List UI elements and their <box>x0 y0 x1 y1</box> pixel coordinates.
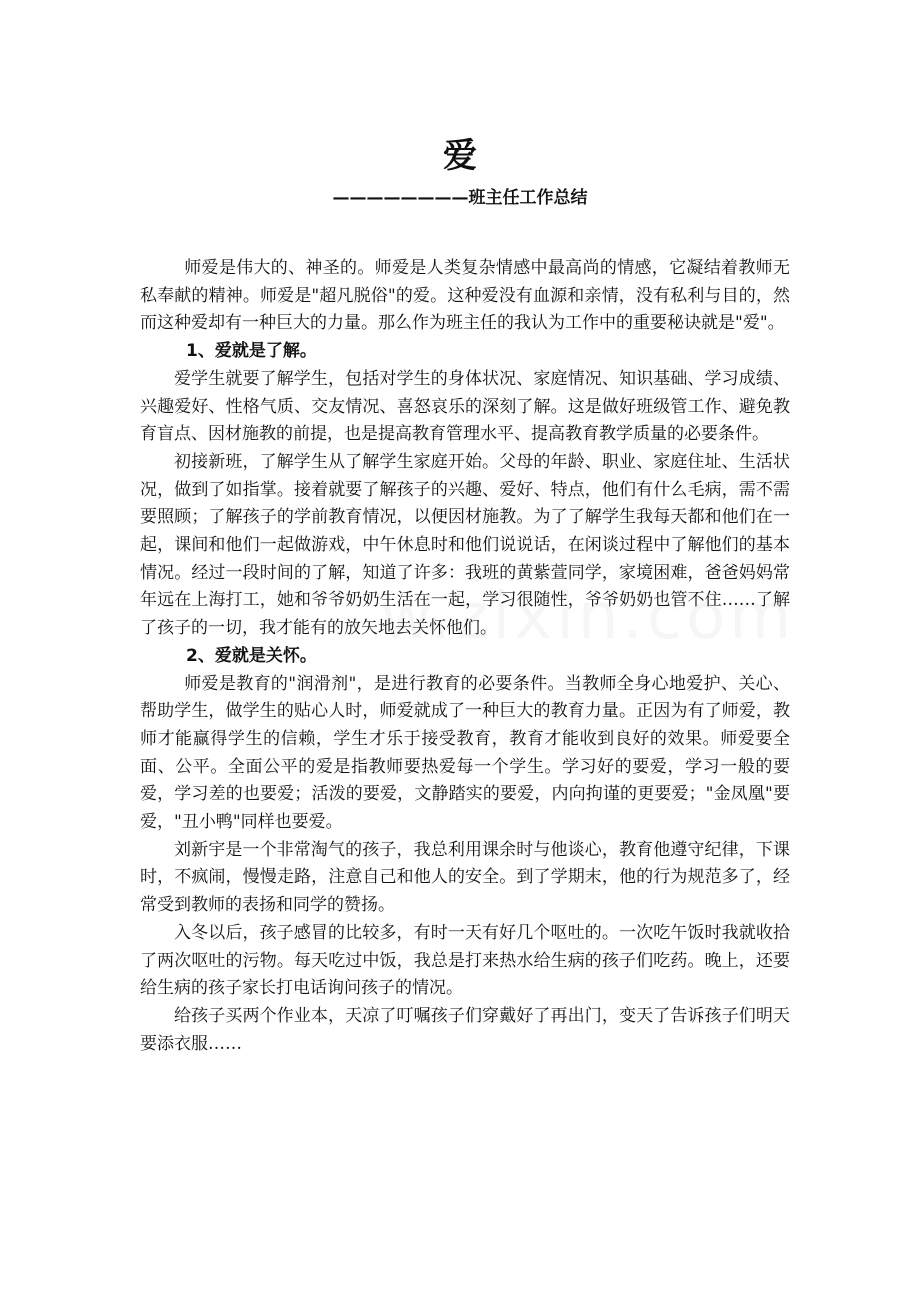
section2-paragraph-1: 师爱是教育的"润滑剂"，是进行教育的必要条件。当教师全身心地爱护、关心、帮助学生，做学生的贴心人时，师爱就成了一种巨大的教育力量。正因为有了师爱，教师才能赢得学生的信赖，学生才乐于接受教育，教育才能收到良好的效果。师爱要全面、公平。全面公平的爱是指教师要热爱每一个学生。学习好的要爱，学习一般的要爱，学习差的也要爱；活泼的要爱，文静踏实的要爱，内向拘谨的更要爱；"金凤凰"要爱，"丑小鸭"同样也要爱。 <box>140 673 790 833</box>
section2-paragraph-4: 给孩子买两个作业本，天凉了叮嘱孩子们穿戴好了再出门，变天了告诉孩子们明天要添衣服…… <box>140 1005 790 1054</box>
document-body <box>140 255 790 1058</box>
section-heading-care: 2、爱就是关怀。 <box>186 645 317 666</box>
section1-paragraph-2: 初接新班，了解学生从了解学生家庭开始。父母的年龄、职业、家庭住址、生活状况，做到了如指掌。接着就要了解孩子的兴趣、爱好、特点，他们有什么毛病，需不需要照顾；了解孩子的学前教育情况，以便因材施教。为了了解学生我每天都和他们在一起，课间和他们一起做游戏，中午休息时和他们说说话，在闲谈过程中了解他们的基本情况。经过一段时间的了解，知道了许多：我班的黄紫萱同学，家境困难，爸爸妈妈常年远在上海打工，她和爷爷奶奶生活在一起，学习很随性，爷爷奶奶也管不住……了解了孩子的一切，我才能有的放矢地去关怀他们。 <box>140 451 790 639</box>
document-subtitle: ————————班主任工作总结 <box>332 188 588 208</box>
intro-paragraph: 师爱是伟大的、神圣的。师爱是人类复杂情感中最高尚的情感，它凝结着教师无私奉献的精神。师爱是"超凡脱俗"的爱。这种爱没有血源和亲情，没有私利与目的，然而这种爱却有一种巨大的力量。那么作为班主任的我认为工作中的重要秘诀就是"爱"。 <box>140 258 790 334</box>
section2-paragraph-2: 刘新宇是一个非常淘气的孩子，我总利用课余时与他谈心，教育他遵守纪律，下课时，不疯闹，慢慢走路，注意自己和他人的安全。到了学期末，他的行为规范多了，经常受到教师的表扬和同学的赞扬。 <box>140 839 790 916</box>
section-heading-understanding: 1、爱就是了解。 <box>186 341 317 362</box>
section2-paragraph-3: 入冬以后，孩子感冒的比较多，有时一天有好几个呕吐的。一次吃午饭时我就收拾了两次呕吐的污物。每天吃过中饭，我总是打来热水给生病的孩子们吃药。晚上，还要给生病的孩子家长打电话询问孩子的情况。 <box>140 922 790 999</box>
document-title: 爱 <box>443 136 477 176</box>
section1-paragraph-1: 爱学生就要了解学生，包括对学生的身体状况、家庭情况、知识基础、学习成绩、兴趣爱好、性格气质、交友情况、喜怒哀乐的深刻了解。这是做好班级管工作、避免教育盲点、因材施教的前提，也是提高教育管理水平、提高教育教学质量的必要条件。 <box>140 368 790 445</box>
